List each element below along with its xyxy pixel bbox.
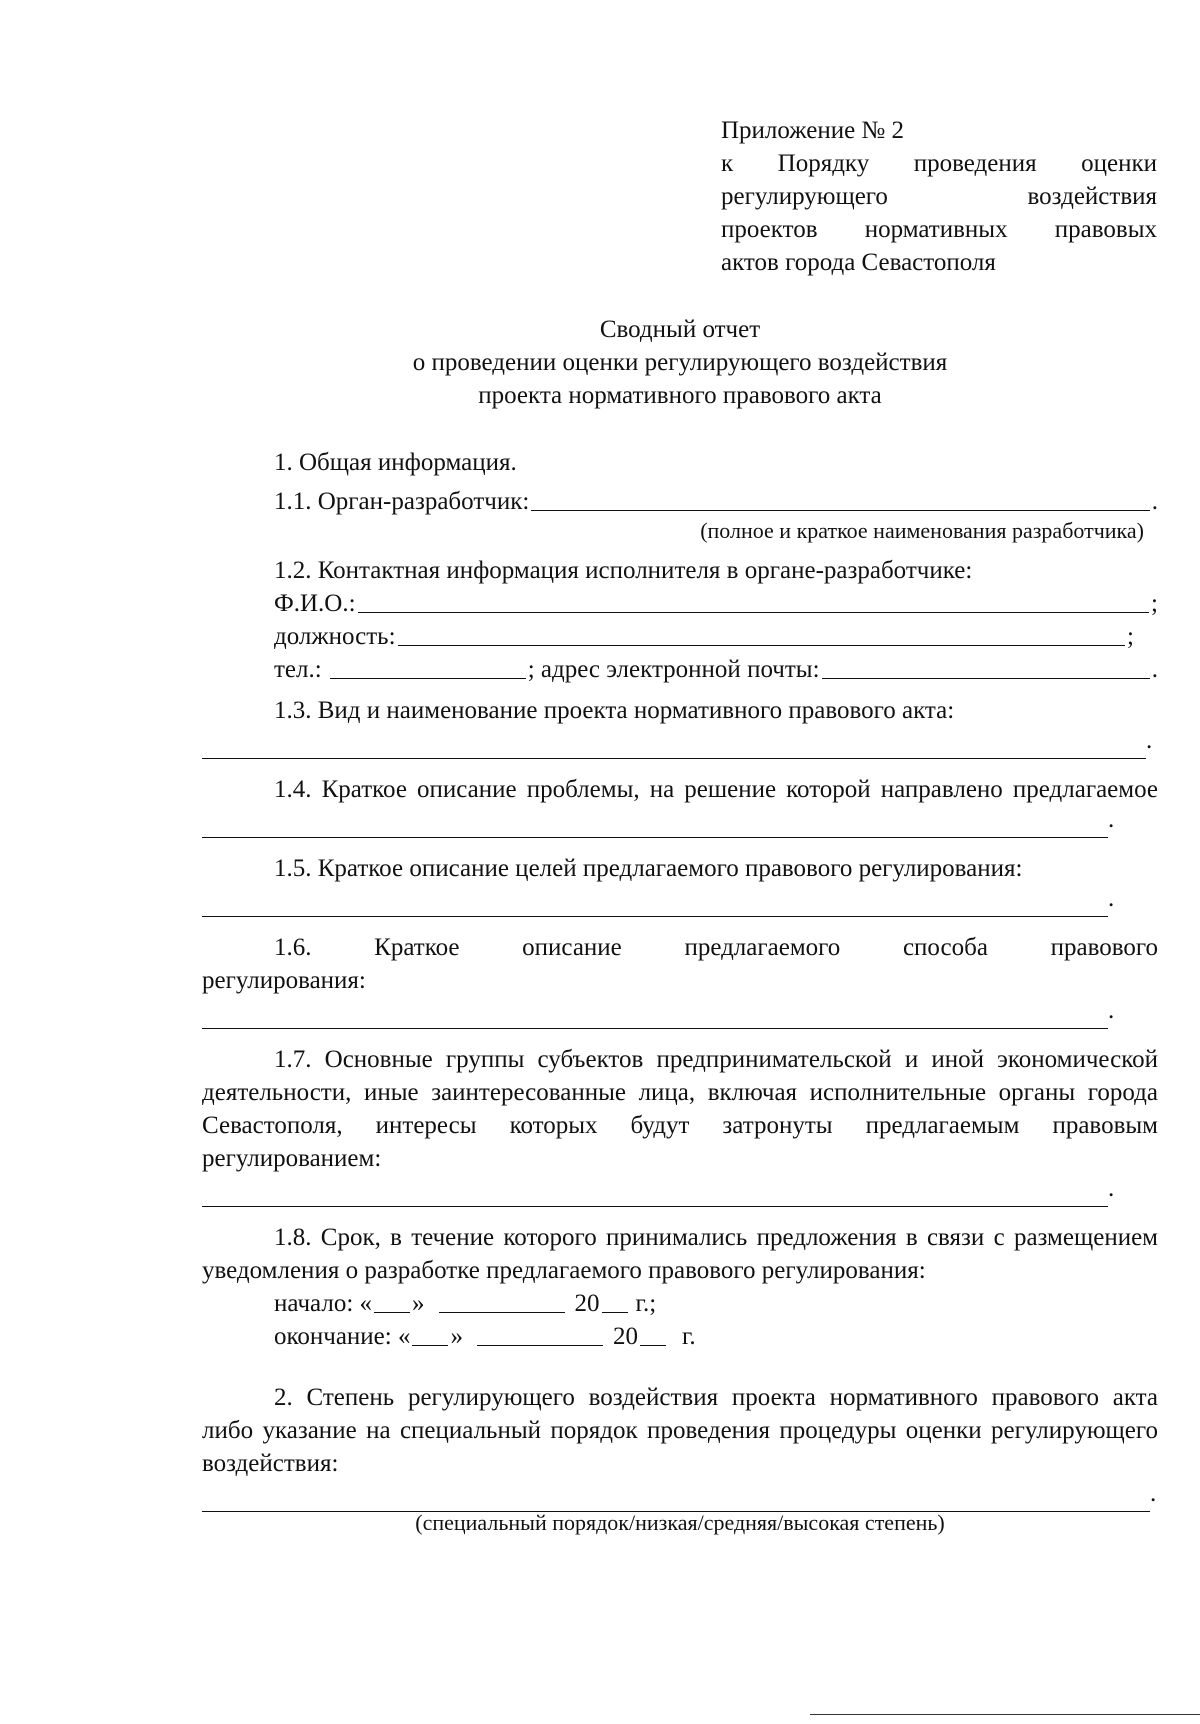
- problem-field[interactable]: [202, 815, 1108, 838]
- end-month-field[interactable]: [477, 1323, 603, 1346]
- position-label: должность:: [274, 623, 396, 650]
- end-year-field[interactable]: [640, 1323, 666, 1346]
- act-type-field[interactable]: [202, 736, 1146, 759]
- problem-text: 1.4. Краткое описание проблемы, на решение которой направлено предлагаемое: [274, 776, 1158, 803]
- subjects-field[interactable]: [202, 1184, 1108, 1207]
- appendix-line: регулирующего воздействия: [721, 183, 1157, 210]
- report-form: [202, 446, 1158, 1536]
- subjects-text: 1.7. Основные группы субъектов предпринимательской и иной экономической деятельности, иные заинтересованные лица, включая исполнительные органы города Севастополя, интересы которых будут затронуты предлагаемым правовым регулированием:: [202, 1046, 1158, 1172]
- title-line: проекта нормативного правового акта: [478, 382, 882, 409]
- fio-field[interactable]: [358, 590, 1149, 613]
- start-month-field[interactable]: [439, 1290, 565, 1313]
- method-text: 1.6. Краткое описание предлагаемого способа правового регулирования:: [202, 934, 1158, 994]
- appendix-block: [721, 114, 1157, 279]
- appendix-line: актов города Севастополя: [721, 249, 996, 276]
- appendix-number: Приложение № 2: [721, 117, 905, 144]
- developer-caption: (полное и краткое наименования разработчика): [700, 518, 1144, 543]
- start-day-field[interactable]: [374, 1290, 410, 1313]
- developer-field[interactable]: [531, 488, 1149, 511]
- goals-row: .: [202, 885, 1158, 915]
- period-end-row: окончание: « » 20 г.: [274, 1323, 696, 1350]
- contact-heading: 1.2. Контактная информация исполнителя в органе-разработчике:: [274, 557, 973, 584]
- impact-degree-caption: (специальный порядок/низкая/средняя/высокая степень): [415, 1510, 945, 1535]
- method-field[interactable]: [202, 1006, 1108, 1029]
- appendix-line: к Порядку проведения оценки: [721, 150, 1157, 177]
- developer-label: 1.1. Орган-разработчик:: [274, 488, 530, 515]
- title-line: о проведении оценки регулирующего воздействия: [412, 349, 948, 376]
- title-line: Сводный отчет: [599, 316, 761, 343]
- fio-row: Ф.И.О.: ;: [202, 587, 1158, 620]
- developer-row: 1.1. Орган-разработчик: .: [202, 485, 1158, 518]
- phone-field[interactable]: [330, 656, 526, 679]
- document-title: [0, 313, 1200, 412]
- section-1-heading: 1. Общая информация.: [274, 449, 517, 476]
- position-row: должность: ;: [202, 620, 1158, 653]
- impact-degree-text: 2. Степень регулирующего воздействия проекта нормативного правового акта либо указание на специальный порядок проведения процедуры оценки регулирующего воздействия:: [202, 1384, 1158, 1477]
- position-field[interactable]: [398, 623, 1126, 646]
- act-type-row: .: [202, 727, 1158, 757]
- phone-label: тел.:: [274, 656, 322, 683]
- scan-edge-line: [810, 1714, 1200, 1715]
- email-label: ; адрес электронной почты:: [527, 656, 820, 683]
- period-start-row: начало: « » 20 г.;: [274, 1290, 657, 1317]
- goals-text: 1.5. Краткое описание целей предлагаемого правового регулирования:: [274, 855, 1023, 882]
- fio-label: Ф.И.О.:: [274, 590, 356, 617]
- act-type-heading: 1.3. Вид и наименование проекта нормативного правового акта:: [274, 697, 955, 724]
- email-field[interactable]: [822, 656, 1150, 679]
- problem-row: .: [202, 806, 1158, 836]
- appendix-line: проектов нормативных правовых: [721, 216, 1157, 243]
- end-day-field[interactable]: [412, 1323, 448, 1346]
- start-year-field[interactable]: [602, 1290, 628, 1313]
- impact-degree-field[interactable]: [202, 1489, 1150, 1512]
- method-row: .: [202, 997, 1158, 1027]
- subjects-row: .: [202, 1175, 1158, 1205]
- goals-field[interactable]: [202, 894, 1108, 917]
- impact-degree-row: .: [202, 1480, 1158, 1510]
- phone-email-row: тел.: ; адрес электронной почты: .: [202, 653, 1158, 686]
- proposals-text: 1.8. Срок, в течение которого принимались предложения в связи с размещением уведомления о разработке предлагаемого правового регулирования:: [202, 1224, 1158, 1284]
